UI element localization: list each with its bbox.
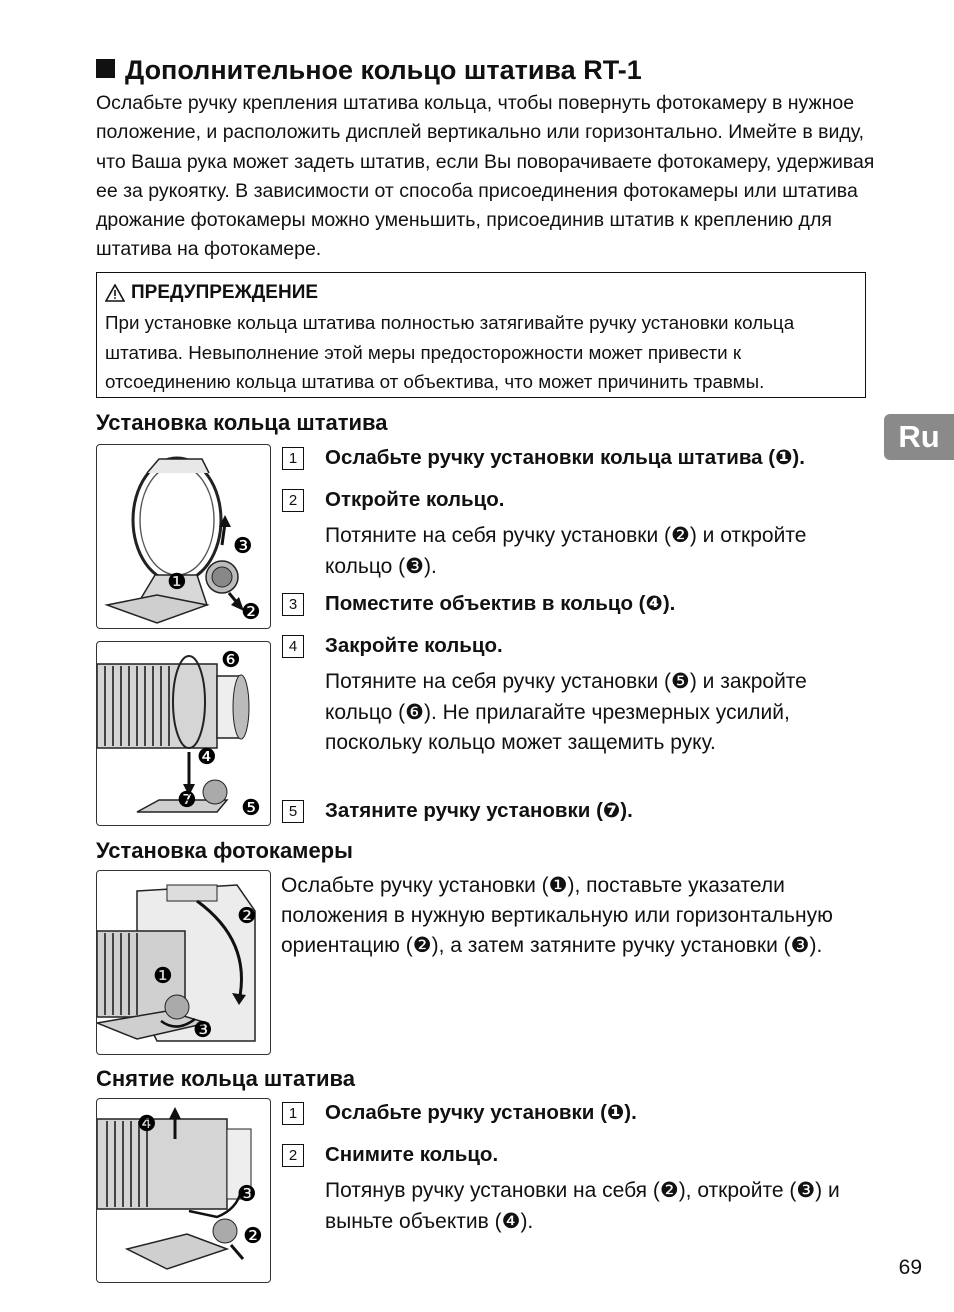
step-number: 2 [282,1144,304,1167]
step-title: Поместите объектив в кольцо (❹). [325,592,676,615]
step-title: Ослабьте ручку установки кольца штатива (❶). [325,446,805,469]
callout-label: ❷ [237,904,257,929]
heading-install-camera: Установка фотокамеры [96,838,353,863]
figure-rotate-camera [96,870,271,1055]
language-tab: Ru [884,414,954,460]
warning-box [96,272,866,398]
section-title [96,55,642,86]
square-bullet-icon [96,59,115,78]
page-number: 69 [898,1256,922,1279]
callout-label: ❹ [197,745,217,770]
callout-label: ❶ [153,964,173,989]
callout-label: ❺ [241,796,261,821]
figure-remove-ring [96,1098,271,1283]
step-title: Ослабьте ручку установки (❶). [325,1101,637,1124]
step-body: Потяните на себя ручку установки (❷) и откройте кольцо (❸). [325,524,807,578]
warning-title: ПРЕДУПРЕЖДЕНИЕ [131,282,319,303]
step-title: Откройте кольцо. [325,488,505,511]
callout-label: ❷ [243,1224,263,1249]
step-number: 1 [282,447,304,470]
warning-text: При установке кольца штатива полностью затягивайте ручку установки кольца штатива. Невыполнение этой меры предосторожности может привести к отсоединению кольца штатива от объектива, что может причинить травмы. [105,312,795,392]
step-title: Снимите кольцо. [325,1143,499,1166]
step-number: 5 [282,800,304,823]
callout-label: ❸ [233,534,253,559]
warning-triangle-icon [105,284,125,302]
step-body: Потяните на себя ручку установки (❺) и закройте кольцо (❻). Не прилагайте чрезмерных усилий, поскольку кольцо может защемить руку. [325,670,807,754]
step-body: Потянув ручку установки на себя (❷), откройте (❸) и выньте объектив (❹). [325,1179,840,1233]
warning-header [105,277,857,308]
callout-label: ❻ [221,648,241,673]
callout-label: ❶ [167,570,187,595]
step-title: Закройте кольцо. [325,634,503,657]
step-number: 1 [282,1102,304,1125]
install-camera-text: Ослабьте ручку установки (❶), поставьте указатели положения в нужную вертикальную или горизонтальную ориентацию (❷), а затем затяните ручку установки (❸). [281,874,833,957]
intro-paragraph: Ослабьте ручку крепления штатива кольца, чтобы повернуть фотокамеру в нужное положение, и расположить дисплей вертикально или горизонтально. Имейте в виду, что Ваша рука может задеть штатив, если Вы поворачиваете фотокамеру, удерживая ее за рукоятку. В зависимости от способа присоединения фотокамеры или штатива дрожание фотокамеры можно уменьшить, присоединив штатив к креплению для штатива на фотокамере. [96,92,875,261]
heading-remove-ring: Снятие кольца штатива [96,1066,356,1091]
callout-label: ❸ [193,1018,213,1043]
section-title-text: Дополнительное кольцо штатива RT-1 [125,55,642,85]
step-title: Затяните ручку установки (❼). [325,799,633,822]
figure-open-ring [96,444,271,629]
step-number: 4 [282,635,304,658]
callout-label: ❸ [237,1182,257,1207]
step-number: 2 [282,489,304,512]
callout-label: ❷ [241,600,261,625]
callout-label: ❹ [137,1112,157,1137]
heading-install-ring: Установка кольца штатива [96,410,388,435]
step-number: 3 [282,593,304,616]
figure-insert-lens [96,641,271,826]
callout-label: ❼ [177,788,197,813]
